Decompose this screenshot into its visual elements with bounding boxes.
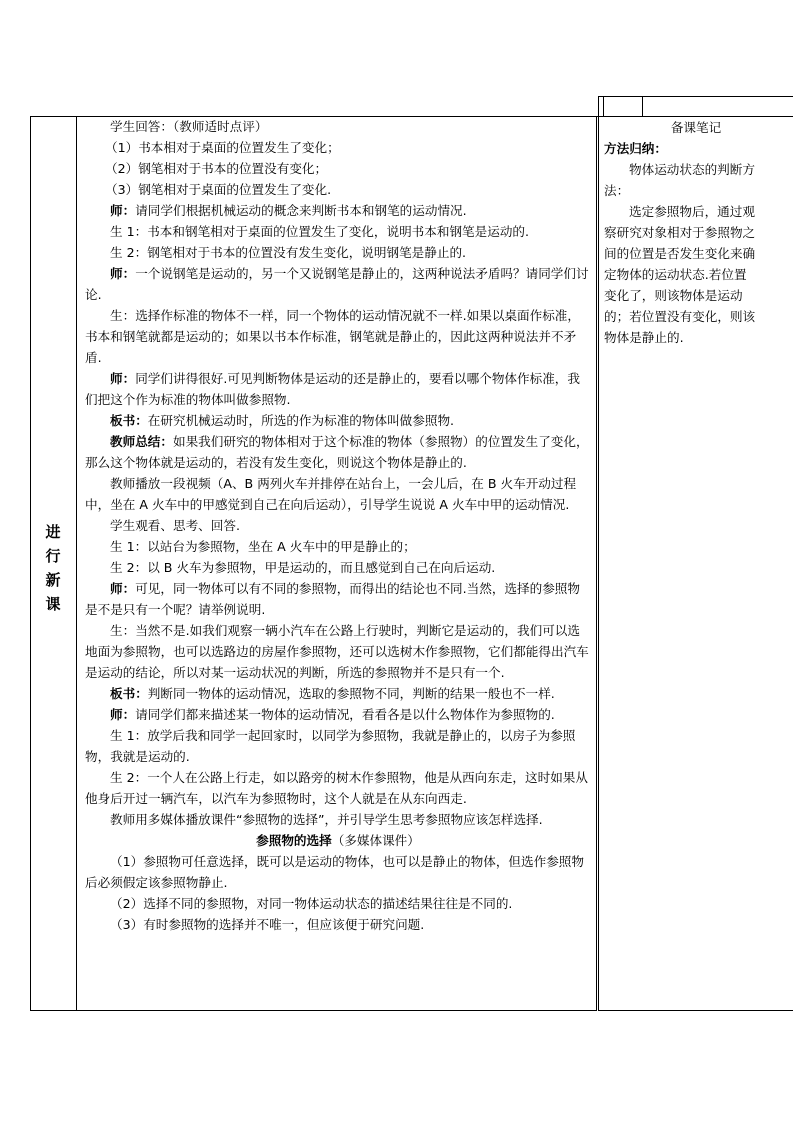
paragraph [85,410,591,431]
section-label [30,520,76,616]
paragraph: 学生回答：（教师适时点评） [110,119,268,134]
notes-paragraph: 选定参照物后，通过观察研究对象相对于参照物之间的位置是否发生变化来确定物体的运动状态.若位置变化了，则该物体是运动的；若位置没有变化，则该物体是静止的. [604,204,756,345]
paragraph: （3）有时参照物的选择并不唯一，但应该便于研究问题. [110,917,425,932]
paragraph-text: 同学们讲得很好.可见判断物体是运动的还是静止的，要看以哪个物体作标准，我们把这个作为标准的物体叫做参照物. [85,371,580,407]
header-row-top-border [598,96,793,97]
notes-paragraph: 物体运动状态的判断方法： [604,162,755,198]
subheading-note: （多媒体课件） [331,833,420,848]
board-note-label: 板书： [110,413,148,428]
paragraph: 教师播放一段视频（A、B 两列火车并排停在站台上，一会儿后，在 B 火车开动过程中，坐在 A 火车中的甲感觉到自己在向后运动），引导学生说说 A 火车中甲的运动情况. [85,476,577,512]
paragraph: 生：当然不是.如我们观察一辆小汽车在公路上行驶时，判断它是运动的，我们可以选地面为参照物，也可以选路边的房屋作参照物，还可以选树木作参照物，它们都能得出汽车是运动的结论，所以对某一运动状况的判断，所选的参照物并不是只有一个. [85,623,589,680]
header-cell-divider-a [603,96,604,116]
paragraph: 教师用多媒体播放课件“参照物的选择”，并引导学生思考参照物应该怎样选择. [110,812,543,827]
label-column-divider [76,116,77,1011]
summary-label: 教师总结： [110,434,173,449]
paragraph-text: 判断同一物体的运动情况，选取的参照物不同，判断的结果一般也不一样. [147,686,555,701]
paragraph-text: 请同学们根据机械运动的概念来判断书本和钢笔的运动情况. [135,203,467,218]
paragraph: （2）选择不同的参照物，对同一物体运动状态的描述结果往往是不同的. [110,896,513,911]
section-label-char: 新 [45,571,61,589]
notes-column [604,117,758,348]
paragraph: （3）钢笔相对于桌面的位置发生了变化. [105,182,332,197]
paragraph: 生 1：放学后我和同学一起回家时，以同学为参照物，我就是静止的，以房子为参照物，我就是运动的. [85,728,576,764]
board-note-label: 板书： [110,686,148,701]
paragraph [85,263,591,305]
subheading [85,830,591,851]
paragraph: 生 2：以 B 火车为参照物，甲是运动的，而且感觉到自己在向后运动. [110,560,496,575]
section-label-char: 进 [45,523,61,541]
paragraph [85,200,591,221]
paragraph [85,683,591,704]
paragraph: （1）书本相对于桌面的位置发生了变化； [105,140,340,155]
paragraph-text: 请同学们都来描述某一物体的运动情况，看看各是以什么物体作为参照物的. [135,707,555,722]
paragraph: 生 1：书本和钢笔相对于桌面的位置发生了变化，说明书本和钢笔是运动的. [110,224,530,239]
paragraph-text: 在研究机械运动时，所选的作为标准的物体叫做参照物. [147,413,455,428]
section-label-char: 行 [45,547,61,565]
paragraph: 学生观看、思考、回答. [110,518,240,533]
header-cell-divider-b [642,96,643,116]
subheading-title: 参照物的选择 [256,833,332,848]
paragraph-text: 可见，同一物体可以有不同的参照物，而得出的结论也不同.当然，选择的参照物是不是只有一个呢？请举例说明. [85,581,580,617]
notes-title: 备课笔记 [670,120,722,135]
paragraph [85,578,591,620]
speaker-label: 师： [110,581,136,596]
notes-bottom-border [598,1010,793,1011]
paragraph [85,704,591,725]
speaker-label: 师： [110,707,136,722]
method-label: 方法归纳： [604,141,667,156]
section-label-char: 课 [45,595,61,613]
paragraph: 生 2：一个人在公路上行走，如以路旁的树木作参照物，他是从西向东走，这时如果从他身后开过一辆汽车，以汽车为参照物时，这个人就是在从东向西走. [85,770,588,806]
notes-left-border [598,96,599,1011]
speaker-label: 师： [110,371,136,386]
lesson-content [85,116,591,935]
content-right-border [596,116,597,1011]
paragraph [85,368,591,410]
paragraph: 生 1：以站台为参照物，坐在 A 火车中的甲是静止的； [110,539,416,554]
paragraph: 生：选择作标准的物体不一样，同一个物体的运动情况就不一样.如果以桌面作标准，书本和钢笔就都是运动的；如果以书本作标准，钢笔就是静止的，因此这两种说法并不矛盾. [85,308,580,365]
speaker-label: 师： [110,266,136,281]
paragraph: 生 2：钢笔相对于书本的位置没有发生变化，说明钢笔是静止的. [110,245,467,260]
paragraph [85,431,591,473]
paragraph-text: 如果我们研究的物体相对于这个标准的物体（参照物）的位置发生了变化，那么这个物体就是运动的，若没有发生变化，则说这个物体是静止的. [85,434,589,470]
paragraph-text: 一个说钢笔是运动的，另一个又说钢笔是静止的，这两种说法矛盾吗？请同学们讨论. [85,266,589,302]
paragraph: （2）钢笔相对于书本的位置没有变化； [105,161,328,176]
paragraph: （1）参照物可任意选择，既可以是运动的物体，也可以是静止的物体，但选作参照物后必须假定该参照物静止. [85,854,584,890]
table-bottom-border [30,1010,597,1011]
speaker-label: 师： [110,203,136,218]
